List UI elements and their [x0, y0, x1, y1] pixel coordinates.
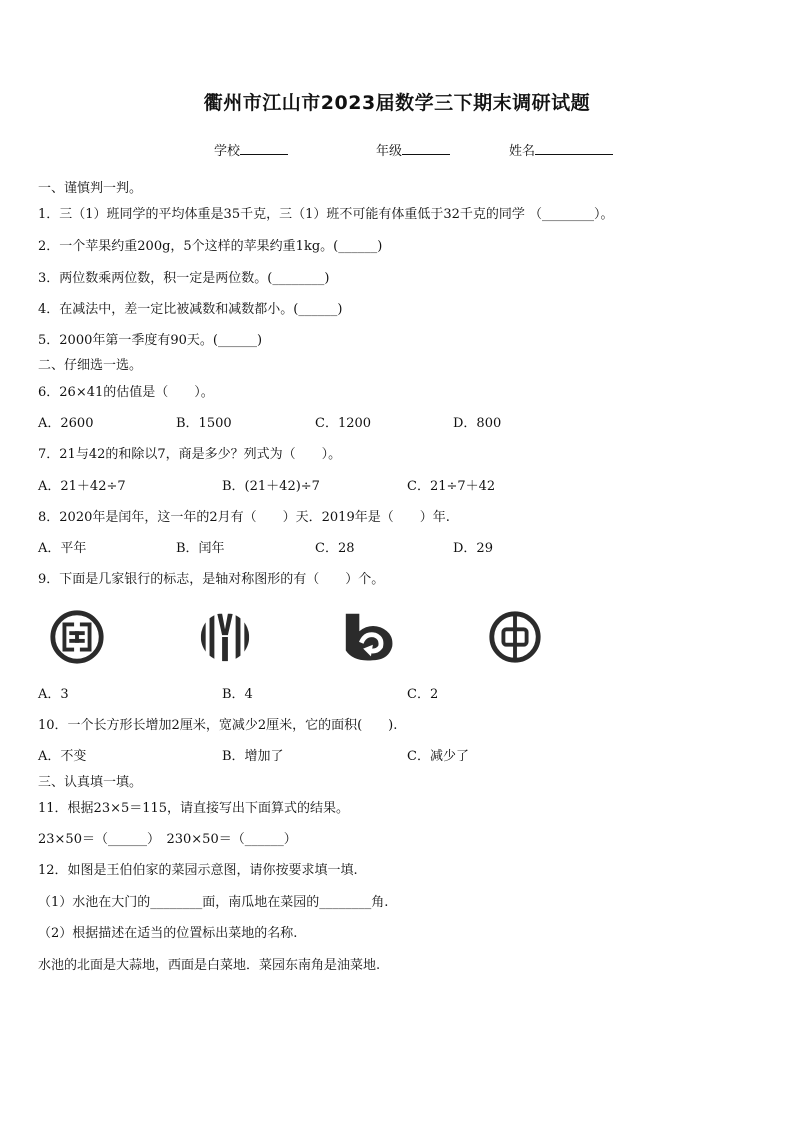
q6-option-c: C．1200: [315, 416, 372, 431]
section-heading-3: 三、认真填一填。: [38, 775, 143, 790]
q10-option-c: C．减少了: [407, 749, 469, 764]
grade-label: 年级: [376, 144, 403, 159]
q9-option-b: B．4: [222, 687, 253, 702]
q6-option-a: A．2600: [38, 416, 94, 431]
school-blank[interactable]: [240, 142, 288, 155]
question-10: 10．一个长方形长增加2厘米，宽减少2厘米，它的面积( ).: [38, 718, 398, 733]
question-7: 7．21与42的和除以7，商是多少？列式为（ ）。: [38, 447, 342, 462]
question-3: 3．两位数乘两位数，积一定是两位数。(________): [38, 271, 330, 286]
section-heading-1: 一、谨慎判一判。: [38, 181, 143, 196]
question-1: 1．三（1）班同学的平均体重是35千克，三（1）班不可能有体重低于32千克的同学 （________）。: [38, 207, 614, 222]
q7-option-c: C．21÷7＋42: [407, 479, 496, 494]
q8-option-b: B．闰年: [176, 541, 225, 556]
question-11-answers: 23×50＝（______） 230×50＝（______）: [38, 832, 297, 847]
q7-option-b: B．(21＋42)÷7: [222, 479, 320, 494]
q8-option-a: A．平年: [38, 541, 87, 556]
question-5: 5．2000年第一季度有90天。(______): [38, 333, 263, 348]
name-label: 姓名: [509, 144, 536, 159]
q10-option-b: B．增加了: [222, 749, 284, 764]
icbc-logo-icon: [48, 608, 106, 666]
school-field: [214, 140, 288, 159]
name-field: [509, 140, 613, 159]
question-12-part-2: （2）根据描述在适当的位置标出菜地的名称.: [38, 926, 298, 941]
grade-blank[interactable]: [402, 142, 450, 155]
question-12-description: 水池的北面是大蒜地，西面是白菜地．菜园东南角是油菜地.: [38, 958, 381, 973]
section-heading-2: 二、仔细选一选。: [38, 358, 143, 373]
citic-logo-icon: [196, 608, 254, 666]
question-12-part-1: （1）水池在大门的________面，南瓜地在菜园的________角.: [38, 895, 389, 910]
question-11: 11．根据23×5＝115，请直接写出下面算式的结果。: [38, 801, 350, 816]
q6-option-d: D．800: [453, 416, 502, 431]
bank-of-china-logo-icon: [486, 608, 544, 666]
q8-option-d: D．29: [453, 541, 493, 556]
question-2: 2．一个苹果约重200g，5个这样的苹果约重1kg。(______): [38, 239, 383, 254]
question-9: 9．下面是几家银行的标志，是轴对称图形的有（ ）个。: [38, 572, 385, 587]
grade-field: [376, 140, 450, 159]
q10-option-a: A．不变: [38, 749, 87, 764]
q7-option-a: A．21＋42÷7: [38, 479, 126, 494]
bank-of-communications-logo-icon: [340, 608, 398, 666]
q9-option-c: C．2: [407, 687, 439, 702]
question-8: 8．2020年是闰年，这一年的2月有（ ）天．2019年是（ ）年.: [38, 510, 450, 525]
name-blank[interactable]: [535, 142, 613, 155]
question-4: 4．在减法中，差一定比被减数和减数都小。(______): [38, 302, 343, 317]
q9-option-a: A．3: [38, 687, 69, 702]
q6-option-b: B．1500: [176, 416, 232, 431]
school-label: 学校: [214, 144, 241, 159]
question-6: 6．26×41的估值是（ ）。: [38, 385, 214, 400]
q8-option-c: C．28: [315, 541, 355, 556]
page-title: 衢州市江山市2023届数学三下期末调研试题: [203, 92, 591, 114]
question-12: 12．如图是王伯伯家的菜园示意图，请你按要求填一填.: [38, 863, 358, 878]
